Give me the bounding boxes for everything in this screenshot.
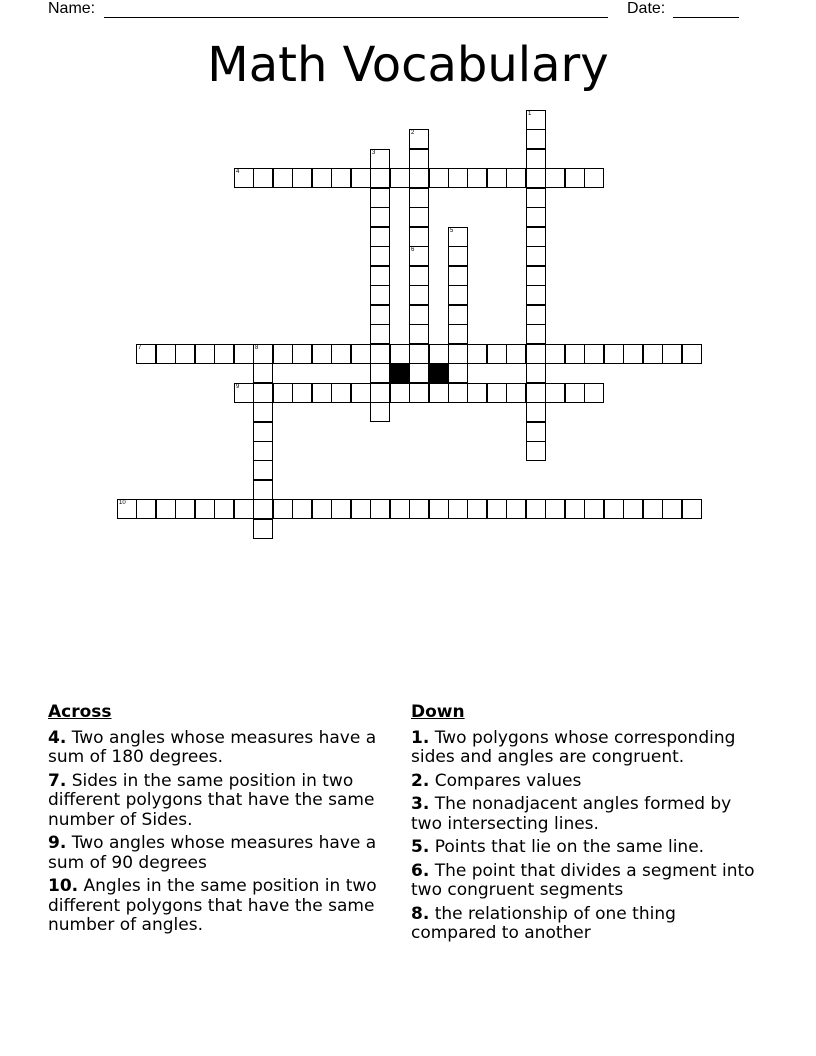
- crossword-cell[interactable]: [253, 363, 273, 383]
- crossword-cell[interactable]: [370, 324, 390, 344]
- crossword-cell[interactable]: [584, 499, 604, 519]
- crossword-cell[interactable]: [331, 168, 351, 188]
- crossword-cell[interactable]: [662, 344, 682, 364]
- crossword-cell[interactable]: [312, 499, 332, 519]
- across-clue-10: 10. Angles in the same position in two different polygons that have the same number of angles.: [48, 876, 377, 935]
- down-clue-5: 5. Points that lie on the same line.: [411, 837, 705, 857]
- across-clue-4: 4. Two angles whose measures have a sum of 180 degrees.: [48, 727, 377, 767]
- clue-number-label: 8: [255, 345, 259, 351]
- crossword-cell[interactable]: [565, 168, 585, 188]
- crossword-cell[interactable]: [448, 383, 468, 403]
- crossword-cell[interactable]: [390, 344, 410, 364]
- crossword-cell[interactable]: [448, 305, 468, 325]
- crossword-cell[interactable]: [370, 207, 390, 227]
- crossword-cell[interactable]: [565, 499, 585, 519]
- across-clue-7: 7. Sides in the same position in two different polygons that have the same number of Sides.: [48, 770, 375, 830]
- crossword-cell[interactable]: [156, 499, 176, 519]
- crossword-cell[interactable]: [526, 422, 546, 442]
- crossword-cell[interactable]: [136, 499, 156, 519]
- down-clue-2: 2. Compares values: [411, 770, 582, 791]
- crossword-cell[interactable]: [370, 227, 390, 247]
- crossword-cell[interactable]: [253, 460, 273, 480]
- crossword-cell[interactable]: [526, 188, 546, 208]
- crossword-cell[interactable]: [506, 499, 526, 519]
- crossword-cell[interactable]: [370, 285, 390, 305]
- crossword-cell[interactable]: [370, 402, 390, 422]
- crossword-cell[interactable]: [292, 344, 312, 364]
- crossword-cell[interactable]: [565, 383, 585, 403]
- crossword-cell[interactable]: [467, 499, 487, 519]
- page-title: Math Vocabulary: [207, 37, 609, 93]
- clue-number-label: 5: [450, 228, 454, 234]
- down-clues: [411, 703, 761, 948]
- crossword-cell[interactable]: [526, 305, 546, 325]
- clue-number-label: 2: [411, 130, 415, 136]
- crossword-cell[interactable]: [448, 246, 468, 266]
- crossword-cell[interactable]: [467, 383, 487, 403]
- down-heading: Down: [411, 702, 465, 722]
- crossword-cell[interactable]: [312, 168, 332, 188]
- crossword-cell[interactable]: [409, 227, 429, 247]
- crossword-cell[interactable]: [604, 344, 624, 364]
- crossword-cell[interactable]: [682, 344, 702, 364]
- crossword-cell[interactable]: [487, 168, 507, 188]
- crossword-cell[interactable]: [545, 383, 565, 403]
- crossword-cell[interactable]: [253, 402, 273, 422]
- crossword-cell[interactable]: [273, 168, 293, 188]
- crossword-cell[interactable]: [331, 383, 351, 403]
- crossword-cell[interactable]: [390, 499, 410, 519]
- crossword-cell[interactable]: [409, 266, 429, 286]
- crossword-cell[interactable]: [506, 168, 526, 188]
- crossword-cell[interactable]: [429, 168, 449, 188]
- crossword-cell[interactable]: [526, 110, 546, 130]
- crossword-cell[interactable]: [448, 168, 468, 188]
- crossword-cell[interactable]: [526, 383, 546, 403]
- crossword-cell[interactable]: [409, 188, 429, 208]
- crossword-cell[interactable]: [253, 519, 273, 539]
- crossword-cell[interactable]: [526, 324, 546, 344]
- crossword-cell[interactable]: [409, 285, 429, 305]
- crossword-cell[interactable]: [526, 402, 546, 422]
- crossword-cell[interactable]: [429, 344, 449, 364]
- crossword-cell[interactable]: [429, 499, 449, 519]
- crossword-cell[interactable]: [156, 344, 176, 364]
- crossword-cell[interactable]: [195, 499, 215, 519]
- crossword-cell[interactable]: [487, 499, 507, 519]
- crossword-cell[interactable]: [195, 344, 215, 364]
- crossword-cell[interactable]: [253, 441, 273, 461]
- crossword-cell[interactable]: [565, 344, 585, 364]
- crossword-cell[interactable]: [526, 363, 546, 383]
- crossword-cell[interactable]: [545, 344, 565, 364]
- crossword-cell[interactable]: [253, 499, 273, 519]
- crossword-cell[interactable]: [487, 344, 507, 364]
- clue-number-label: 4: [236, 169, 240, 175]
- crossword-cell[interactable]: [117, 499, 137, 519]
- crossword-cell[interactable]: [623, 499, 643, 519]
- crossword-cell[interactable]: [273, 499, 293, 519]
- crossword-cell[interactable]: [370, 499, 390, 519]
- crossword-cell[interactable]: [351, 383, 371, 403]
- crossword-cell[interactable]: [623, 344, 643, 364]
- crossword-cell[interactable]: [682, 499, 702, 519]
- crossword-cell[interactable]: [526, 441, 546, 461]
- crossword-cell[interactable]: [312, 344, 332, 364]
- crossword-cell[interactable]: [584, 168, 604, 188]
- crossword-cell[interactable]: [662, 499, 682, 519]
- crossword-cell[interactable]: [253, 168, 273, 188]
- crossword-cell[interactable]: [253, 480, 273, 500]
- crossword-cell[interactable]: [545, 499, 565, 519]
- crossword-cell[interactable]: [448, 285, 468, 305]
- crossword-cell[interactable]: [448, 363, 468, 383]
- clue-number-label: 7: [138, 345, 142, 351]
- crossword-cell[interactable]: [390, 168, 410, 188]
- crossword-cell[interactable]: [487, 383, 507, 403]
- date-label: Date:: [627, 0, 666, 17]
- crossword-cell[interactable]: [643, 344, 663, 364]
- crossword-cell[interactable]: [584, 344, 604, 364]
- crossword-cell[interactable]: [643, 499, 663, 519]
- crossword-cell[interactable]: [526, 344, 546, 364]
- crossword-cell[interactable]: [370, 344, 390, 364]
- crossword-cell[interactable]: [234, 383, 254, 403]
- crossword-cell[interactable]: [429, 383, 449, 403]
- clue-number-label: 6: [411, 247, 415, 253]
- across-heading: Across: [48, 702, 112, 722]
- crossword-cell[interactable]: [409, 305, 429, 325]
- down-clue-3: 3. The nonadjacent angles formed by two intersecting lines.: [411, 794, 732, 834]
- down-clue-8: 8. the relationship of one thing compared to another: [411, 903, 676, 943]
- crossword-cell[interactable]: [370, 363, 390, 383]
- crossword-cell[interactable]: [292, 499, 312, 519]
- name-label: Name:: [48, 0, 96, 17]
- crossword-cell[interactable]: [175, 344, 195, 364]
- crossword-cell[interactable]: [448, 499, 468, 519]
- across-clues: [48, 703, 398, 940]
- crossword-cell[interactable]: [448, 227, 468, 247]
- crossword-block: [390, 363, 410, 383]
- crossword-cell[interactable]: [409, 383, 429, 403]
- crossword-cell[interactable]: [526, 129, 546, 149]
- crossword-cell[interactable]: [312, 383, 332, 403]
- crossword-cell[interactable]: [506, 344, 526, 364]
- crossword-cell[interactable]: [448, 324, 468, 344]
- crossword-cell[interactable]: [409, 363, 429, 383]
- crossword-cell[interactable]: [351, 499, 371, 519]
- crossword-cell[interactable]: [584, 383, 604, 403]
- crossword-cell[interactable]: [604, 499, 624, 519]
- clue-number-label: 3: [372, 150, 376, 156]
- crossword-cell[interactable]: [214, 499, 234, 519]
- crossword-cell[interactable]: [370, 383, 390, 403]
- crossword-cell[interactable]: [526, 246, 546, 266]
- crossword-cell[interactable]: [409, 168, 429, 188]
- crossword-cell[interactable]: [253, 383, 273, 403]
- crossword-cell[interactable]: [409, 499, 429, 519]
- crossword-cell[interactable]: [273, 383, 293, 403]
- crossword-cell[interactable]: [526, 499, 546, 519]
- crossword-cell[interactable]: [409, 344, 429, 364]
- crossword-cell[interactable]: [370, 149, 390, 169]
- crossword-cell[interactable]: [409, 149, 429, 169]
- crossword-cell[interactable]: [234, 168, 254, 188]
- crossword-cell[interactable]: [370, 305, 390, 325]
- crossword-cell[interactable]: [467, 344, 487, 364]
- crossword-cell[interactable]: [234, 344, 254, 364]
- crossword-cell[interactable]: [370, 266, 390, 286]
- crossword-cell[interactable]: [467, 168, 487, 188]
- crossword-cell[interactable]: [526, 207, 546, 227]
- crossword-cell[interactable]: [292, 168, 312, 188]
- crossword-cell[interactable]: [370, 246, 390, 266]
- crossword-cell[interactable]: [351, 344, 371, 364]
- crossword-cell[interactable]: [409, 246, 429, 266]
- crossword-cell[interactable]: [526, 168, 546, 188]
- crossword-cell[interactable]: [253, 344, 273, 364]
- crossword-cell[interactable]: [526, 227, 546, 247]
- across-clue-9: 9. Two angles whose measures have a sum of 90 degrees: [48, 833, 377, 873]
- crossword-cell[interactable]: [214, 344, 234, 364]
- down-clue-1: 1. Two polygons whose corresponding sides and angles are congruent.: [411, 727, 736, 767]
- crossword-cell[interactable]: [175, 499, 195, 519]
- crossword-cell[interactable]: [409, 324, 429, 344]
- crossword-cell[interactable]: [234, 499, 254, 519]
- down-clue-6: 6. The point that divides a segment into two congruent segments: [411, 860, 755, 900]
- crossword-cell[interactable]: [526, 266, 546, 286]
- crossword-cell[interactable]: [136, 344, 156, 364]
- crossword-cell[interactable]: [409, 207, 429, 227]
- crossword-cell[interactable]: [370, 168, 390, 188]
- crossword-cell[interactable]: [292, 383, 312, 403]
- crossword-cell[interactable]: [331, 499, 351, 519]
- crossword-cell[interactable]: [331, 344, 351, 364]
- crossword-cell[interactable]: [506, 383, 526, 403]
- crossword-cell[interactable]: [526, 285, 546, 305]
- crossword-cell[interactable]: [273, 344, 293, 364]
- crossword-cell[interactable]: [545, 168, 565, 188]
- clue-number-label: 1: [528, 111, 532, 117]
- crossword-cell[interactable]: [526, 149, 546, 169]
- crossword-cell[interactable]: [448, 344, 468, 364]
- clue-number-label: 9: [236, 384, 240, 390]
- crossword-cell[interactable]: [351, 168, 371, 188]
- crossword-cell[interactable]: [253, 422, 273, 442]
- crossword-block: [429, 363, 449, 383]
- crossword-cell[interactable]: [390, 383, 410, 403]
- crossword-cell[interactable]: [370, 188, 390, 208]
- crossword-cell[interactable]: [448, 266, 468, 286]
- crossword-cell[interactable]: [409, 129, 429, 149]
- clue-number-label: 10: [119, 500, 126, 506]
